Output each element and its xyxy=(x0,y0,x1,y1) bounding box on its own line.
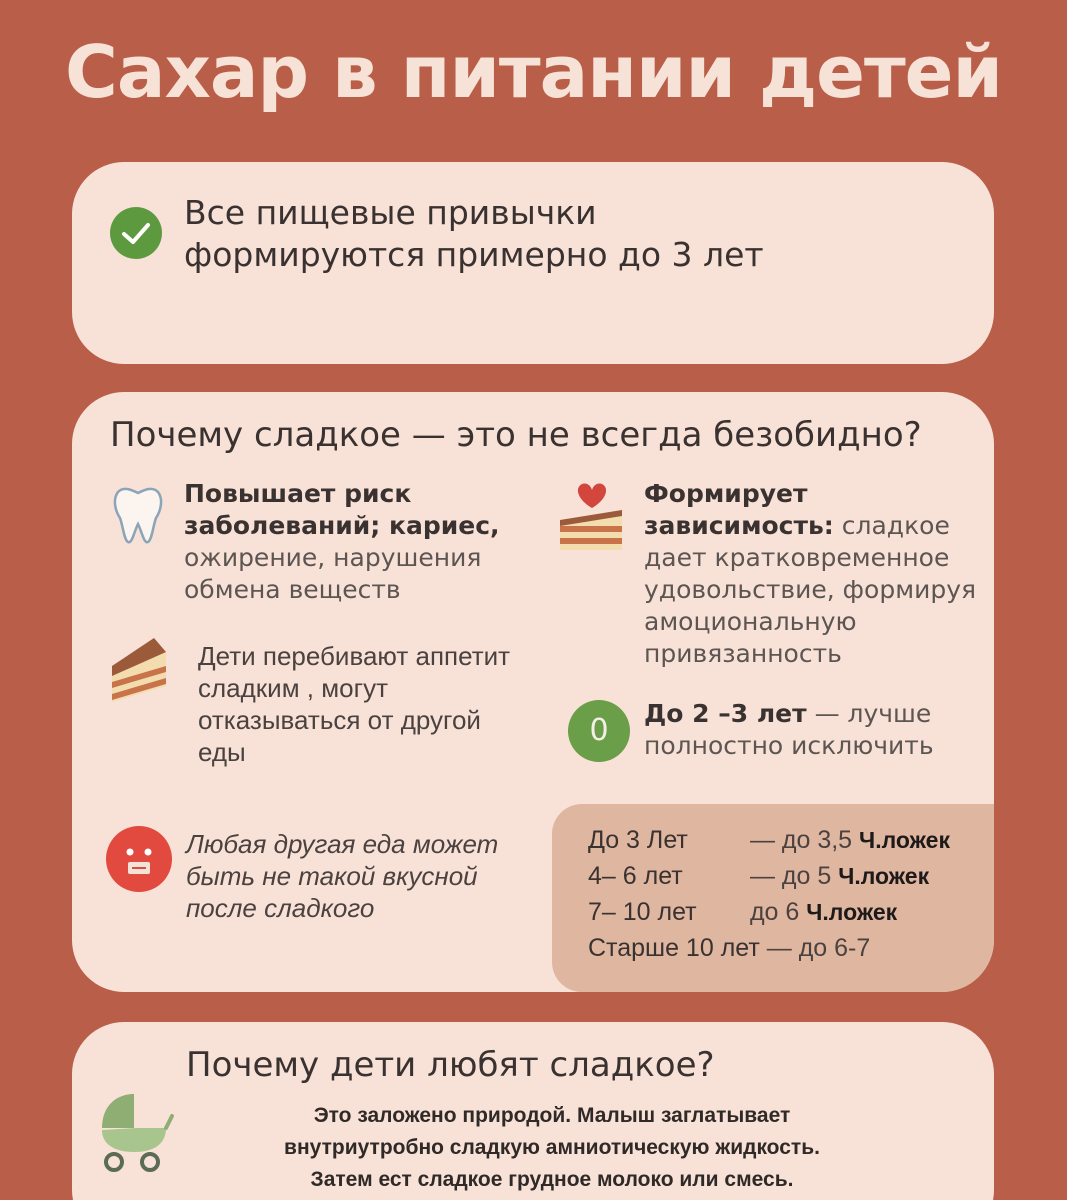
exclude-text xyxy=(644,698,984,762)
norm-age: Старше 10 лет xyxy=(588,934,760,962)
nature-text xyxy=(192,1100,912,1196)
zero-badge: 0 xyxy=(568,700,630,762)
tooth-icon xyxy=(108,484,168,548)
page-title: Сахар в питании детей xyxy=(65,30,1002,114)
norm-row xyxy=(588,898,897,927)
section-title: Почему дети любят сладкое? xyxy=(186,1045,715,1085)
appetite-text: Дети перебивают аппетит сладким , могут отказываться от другой еды xyxy=(198,641,511,767)
dependency-text xyxy=(644,478,994,670)
risk-rest: ожирение, нарушения обмена веществ xyxy=(184,543,482,604)
risk-bold: Повышает риск заболеваний; кариес, xyxy=(184,479,500,540)
dependency-rest: сладкое дает кратковременное удовольствие, формируя амоциональную привязанность xyxy=(644,511,977,668)
norm-row xyxy=(588,934,870,963)
sad-face-icon xyxy=(106,826,172,892)
habits-card xyxy=(72,162,994,364)
norm-row xyxy=(588,862,929,891)
cake-slice-icon xyxy=(108,636,170,706)
dependency-bold: Формирует зависимость: xyxy=(644,479,834,540)
habits-line-2: формируются примерно до 3 лет xyxy=(184,235,764,274)
norm-row xyxy=(588,826,950,855)
section-title: Почему сладкое — это не всегда безобидно? xyxy=(110,415,922,455)
why-love-card xyxy=(72,1022,994,1200)
check-icon xyxy=(110,207,162,259)
norm-age: До 3 Лет xyxy=(588,826,688,854)
norm-amount: — до 3,5 xyxy=(749,826,853,854)
nature-line-3: Затем ест сладкое грудное молоко или смесь. xyxy=(310,1168,794,1191)
cake-heart-icon xyxy=(556,480,628,552)
norm-amount: — до 6-7 xyxy=(766,934,871,962)
stroller-icon xyxy=(94,1088,174,1174)
habits-line-1: Все пищевые привычки xyxy=(184,193,597,232)
risk-text xyxy=(184,478,524,606)
norm-amount: до 6 xyxy=(749,898,800,926)
norm-age: 7– 10 лет xyxy=(588,898,697,926)
norm-unit: Ч.ложек xyxy=(838,863,930,889)
habits-text xyxy=(184,192,884,276)
exclude-rest: — лучше полностно исключить xyxy=(644,699,934,760)
other-food-text: Любая другая еда может быть не такой вкусной после сладкого xyxy=(186,829,499,923)
norm-amount: — до 5 xyxy=(749,862,832,890)
norm-unit: Ч.ложек xyxy=(806,899,898,925)
nature-line-2: внутриутробно сладкую амниотическую жидкость. xyxy=(284,1136,820,1159)
nature-line-1: Это заложено природой. Малыш заглатывает xyxy=(313,1104,791,1127)
sugar-norms-panel xyxy=(552,804,994,992)
why-not-harmless-card xyxy=(72,392,994,992)
exclude-bold: До 2 –3 лет xyxy=(644,699,807,728)
norm-unit: Ч.ложек xyxy=(859,827,950,853)
norm-age: 4– 6 лет xyxy=(588,862,683,890)
